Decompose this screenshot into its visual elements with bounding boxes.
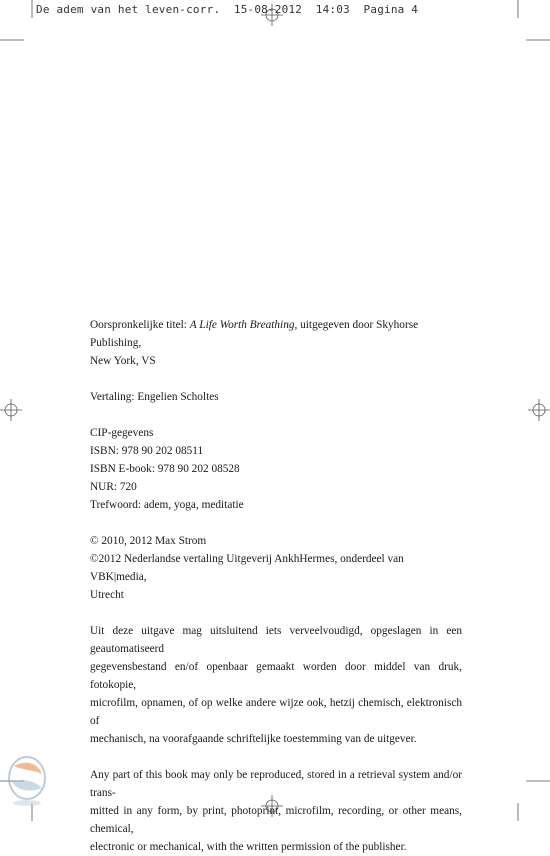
rights-english-line: Any part of this book may only be reproduced, stored in a retrieval system and/or trans- — [90, 769, 462, 799]
colophon — [90, 316, 462, 856]
crop-mark-top-left — [0, 0, 32, 40]
rights-dutch-line: Uit deze uitgave mag uitsluitend iets verveelvoudigd, opgeslagen in een geautomatiseerd — [90, 625, 462, 655]
rights-dutch-line: gegevensbestand en/of openbaar gemaakt worden door middel van druk, fotokopie, — [90, 661, 462, 691]
cip-heading: CIP-gegevens — [90, 427, 154, 439]
isbn-ebook: ISBN E-book: 978 90 202 08528 — [90, 463, 240, 475]
original-title: A Life Worth Breathing — [189, 319, 295, 331]
copyright-translation: ©2012 Nederlandse vertaling Uitgeverij AnkhHermes, onderdeel van VBK|media, — [90, 553, 404, 583]
slug-filename: De adem van het leven-corr. — [36, 3, 221, 16]
slug-time: 14:03 — [315, 3, 350, 16]
rights-dutch-line: microfilm, opnamen, of op welke andere wijze ook, hetzij chemisch, elektronisch of — [90, 697, 462, 727]
rights-english-line: mitted in any form, by print, photoprint, microfilm, recording, or other means, chemical, — [90, 805, 462, 835]
registration-mark-icon — [0, 399, 22, 421]
watermark-logo-icon — [4, 752, 50, 808]
slug-page: Pagina 4 — [363, 3, 419, 16]
registration-mark-icon — [261, 4, 283, 26]
isbn: ISBN: 978 90 202 08511 — [90, 445, 204, 457]
original-title-label: Oorspronkelijke titel: — [90, 319, 190, 331]
nur-code: NUR: 720 — [90, 481, 137, 493]
crop-mark-bottom-right — [518, 781, 550, 821]
crop-mark-top-right — [518, 0, 550, 40]
copyright-original: © 2010, 2012 Max Strom — [90, 535, 207, 547]
original-title-line — [90, 316, 462, 352]
copyright-location: Utrecht — [90, 589, 124, 601]
keywords: Trefwoord: adem, yoga, meditatie — [90, 499, 244, 511]
slug-date: 15-08-2012 — [233, 3, 303, 16]
original-title-location: New York, VS — [90, 355, 156, 367]
translator-credit: Vertaling: Engelien Scholtes — [90, 391, 219, 403]
rights-dutch-line: mechanisch, na voorafgaande schriftelijke toestemming van de uitgever. — [90, 733, 417, 745]
original-title-publisher: , uitgegeven door Skyhorse Publishing, — [90, 319, 419, 349]
registration-mark-icon — [528, 399, 550, 421]
rights-english-line: electronic or mechanical, with the written permission of the publisher. — [90, 841, 407, 853]
